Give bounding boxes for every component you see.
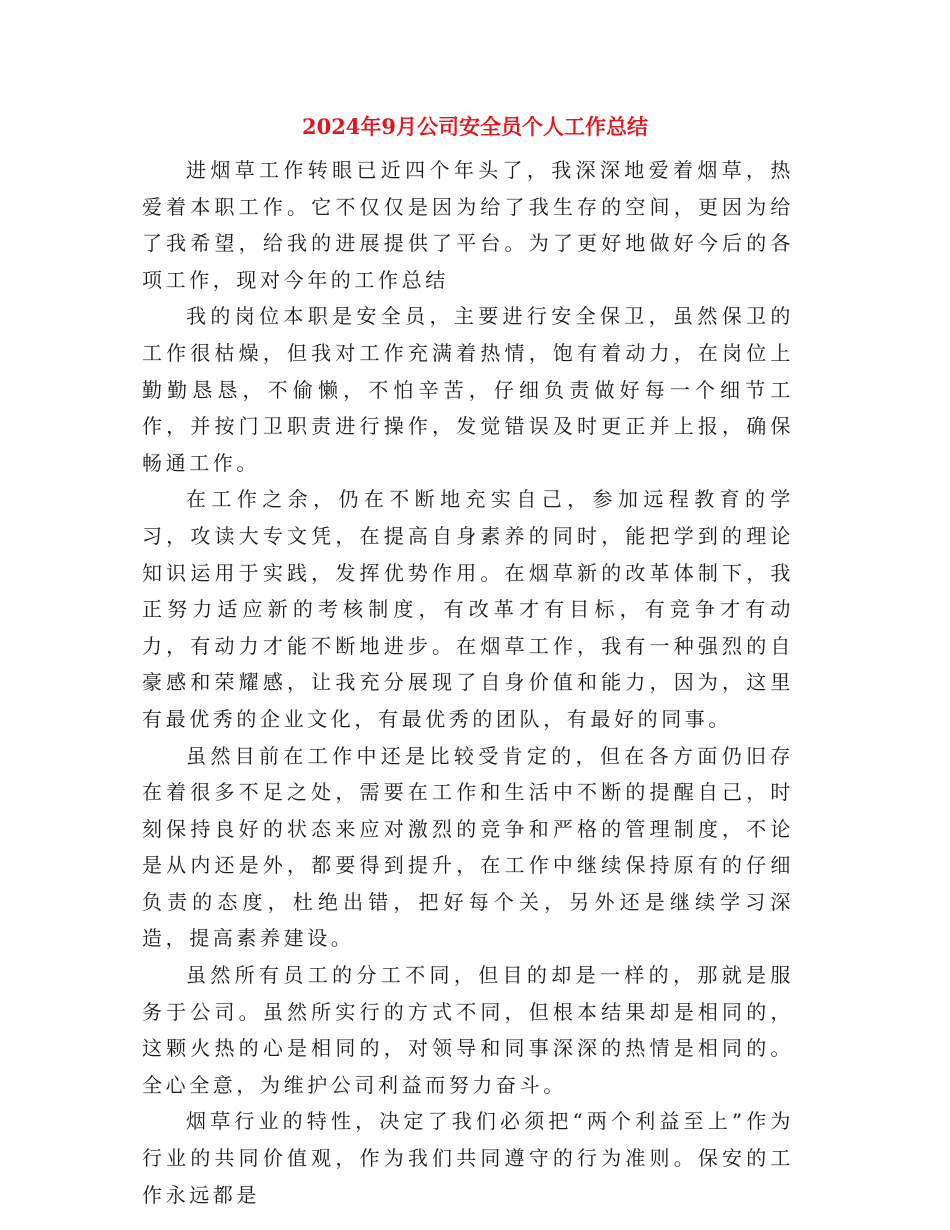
- paragraph-1: 进烟草工作转眼已近四个年头了，我深深地爱着烟草，热爱着本职工作。它不仅仅是因为给了我生存的空间，更因为给了我希望，给我的进展提供了平台。为了更好地做好今后的各项工作，现对今年的工作总结: [142, 158, 794, 292]
- document-body: [142, 152, 794, 1213]
- paragraph-2: 我的岗位本职是安全员，主要进行安全保卫，虽然保卫的工作很枯燥，但我对工作充满着热情，饱有着动力，在岗位上勤勤恳恳，不偷懒，不怕辛苦，仔细负责做好每一个细节工作，并按门卫职责进行操作，发觉错误及时更正并上报，确保畅通工作。: [142, 304, 794, 475]
- paragraph-5: 虽然所有员工的分工不同，但目的却是一样的，那就是服务于公司。虽然所实行的方式不同，但根本结果却是相同的，这颗火热的心是相同的，对领导和同事深深的热情是相同的。全心全意，为维护公司利益而努力奋斗。: [142, 963, 794, 1097]
- document-title: 2024年9月公司安全员个人工作总结: [301, 114, 649, 139]
- paragraph-3: 在工作之余，仍在不断地充实自己，参加远程教育的学习，攻读大专文凭，在提高自身素养的同时，能把学到的理论知识运用于实践，发挥优势作用。在烟草新的改革体制下，我正努力适应新的考核制度，有改革才有目标，有竞争才有动力，有动力才能不断地进步。在烟草工作，我有一种强烈的自豪感和荣耀感，让我充分展现了自身价值和能力，因为，这里有最优秀的企业文化，有最优秀的团队，有最好的同事。: [142, 487, 794, 731]
- paragraph-4: 虽然目前在工作中还是比较受肯定的，但在各方面仍旧存在着很多不足之处，需要在工作和生活中不断的提醒自己，时刻保持良好的状态来应对激烈的竞争和严格的管理制度，不论是从内还是外，都要得到提升，在工作中继续保持原有的仔细负责的态度，杜绝出错，把好每个关，另外还是继续学习深造，提高素养建设。: [142, 743, 794, 951]
- paragraph-6: 烟草行业的特性，决定了我们必须把“两个利益至上”作为行业的共同价值观，作为我们共同遵守的行为准则。保安的工作永远都是: [142, 1109, 794, 1207]
